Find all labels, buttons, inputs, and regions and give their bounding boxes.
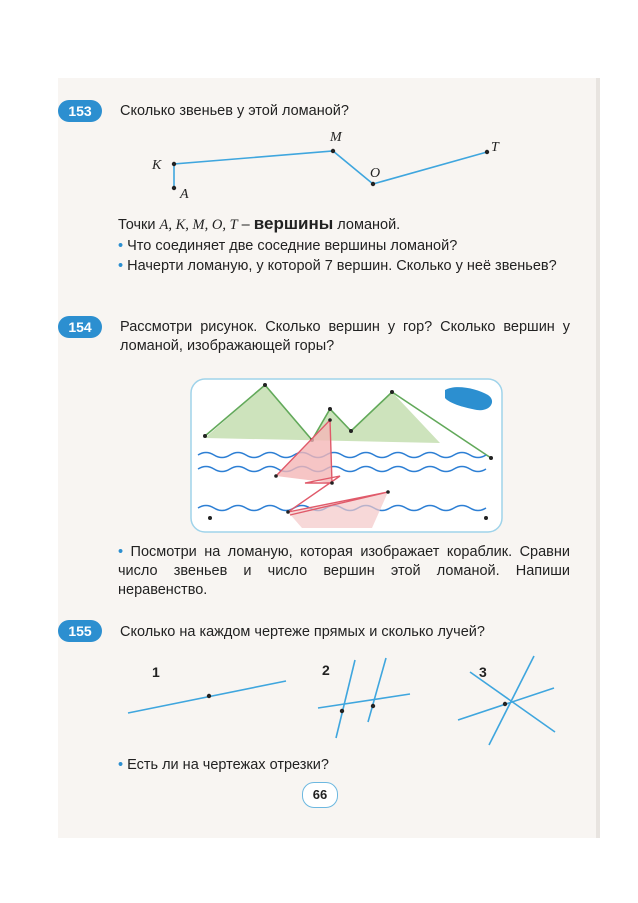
drawing-1-label: 1 (152, 664, 160, 680)
exercise-155-question: Сколько на каждом чертеже прямых и сколько лучей? (120, 624, 485, 640)
exercise-155-bullet: • Есть ли на чертежах отрезки? (118, 757, 329, 773)
exercise-154-question: Рассмотри рисунок. Сколько вершин у гор? Сколько вершин у ломаной, изображающей горы? (120, 319, 570, 354)
drawing-3-label: 3 (479, 664, 487, 680)
exercise-153-bullet-1: • Что соединяет две соседние вершины ломаной? (118, 238, 458, 254)
exercise-153-question: Сколько звеньев у этой ломаной? (120, 103, 349, 119)
point-label-m: M (330, 130, 342, 145)
exercise-154-bullet: • Посмотри на ломаную, которая изображает кораблик. Сравни число звеньев и число вершин этой ломаной. Напиши неравенство. (118, 544, 570, 598)
vertices-definition: Точки A, K, M, O, T – вершины ломаной. (118, 214, 401, 233)
exercise-154-badge: 154 (58, 316, 102, 338)
exercise-155-badge: 155 (58, 620, 102, 642)
exercise-153-bullet-2: • Начерти ломаную, у которой 7 вершин. Сколько у неё звеньев? (118, 258, 557, 274)
point-label-o: O (370, 166, 381, 181)
page-number: 66 (302, 782, 338, 808)
point-label-k: K (152, 158, 162, 173)
point-label-a: A (180, 187, 189, 202)
drawing-2-label: 2 (322, 662, 330, 678)
exercise-153-badge: 153 (58, 100, 102, 122)
point-label-t: T (491, 140, 499, 155)
